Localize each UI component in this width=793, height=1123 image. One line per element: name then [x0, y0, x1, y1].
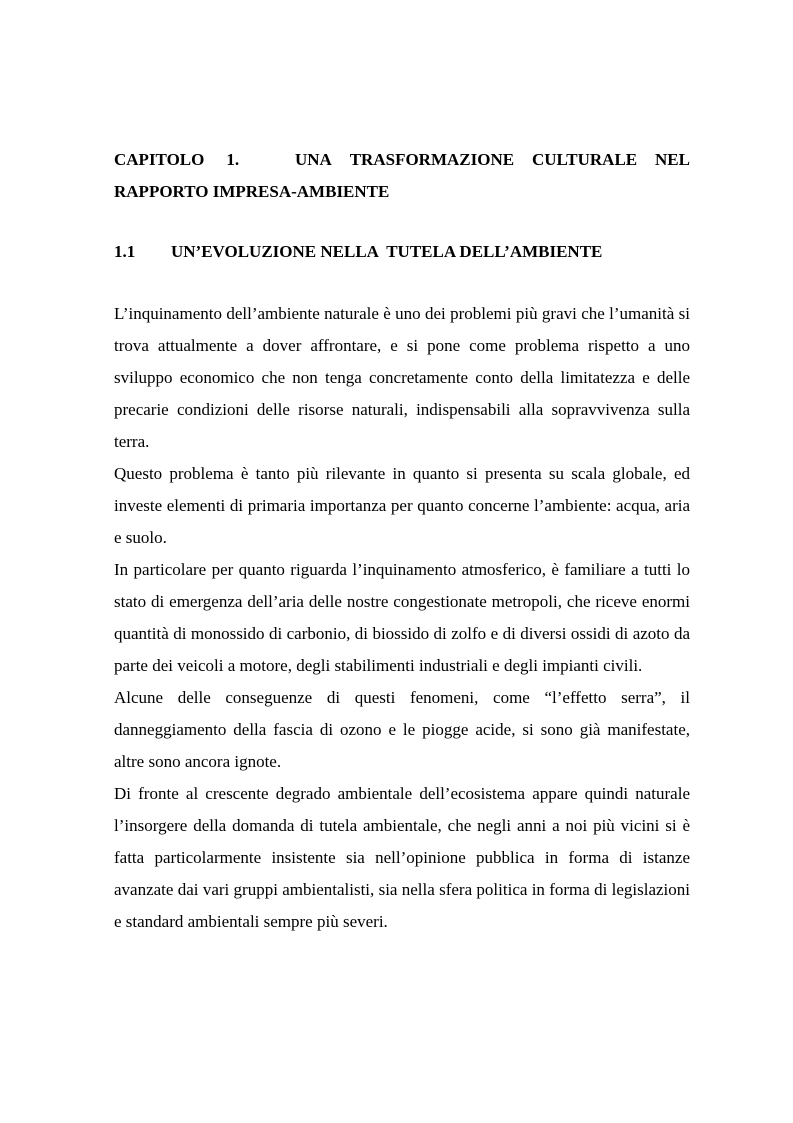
chapter-heading-line-1 [114, 144, 690, 176]
chapter-title-line-2: RAPPORTO IMPRESA-AMBIENTE [114, 182, 390, 201]
chapter-number: 1. [226, 150, 240, 169]
paragraph: In particolare per quanto riguarda l’inquinamento atmosferico, è familiare a tutti lo stato di emergenza dell’aria delle nostre congestionate metropoli, che riceve enormi quantità di monossido di carbonio, di biossido di zolfo e di diversi ossidi di azoto da parte dei veicoli a motore, degli stabilimenti industriali e degli impianti civili. [114, 560, 690, 675]
body-text [114, 298, 690, 938]
paragraph: Di fronte al crescente degrado ambientale dell’ecosistema appare quindi naturale l’insorgere della domanda di tutela ambientale, che negli anni a noi più vicini si è fatta particolarmente insistente sia nell’opinione pubblica in forma di istanze avanzate dai vari gruppi ambientalisti, sia nella sfera politica in forma di legislazioni e standard ambientali sempre più severi. [114, 784, 690, 931]
chapter-heading [114, 144, 690, 208]
chapter-title-word: CULTURALE [531, 150, 638, 169]
chapter-label-group [114, 144, 239, 176]
chapter-title-word: UNA [295, 150, 332, 169]
chapter-title-word: NEL [655, 150, 690, 169]
section-title: UN’EVOLUZIONE NELLA TUTELA DELL’AMBIENTE [171, 242, 603, 261]
section-heading [114, 236, 602, 268]
section-number: 1.1 [114, 242, 136, 261]
paragraph: Questo problema è tanto più rilevante in quanto si presenta su scala globale, ed investe elementi di primaria importanza per quanto concerne l’ambiente: acqua, aria e suolo. [114, 464, 690, 547]
paragraph: Alcune delle conseguenze di questi fenomeni, come “l’effetto serra”, il danneggiamento della fascia di ozono e le piogge acide, si sono già manifestate, altre sono ancora ignote. [114, 688, 690, 771]
paragraph: L’inquinamento dell’ambiente naturale è uno dei problemi più gravi che l’umanità si trova attualmente a dover affrontare, e si pone come problema rispetto a uno sviluppo economico che non tenga concretamente conto della limitatezza e delle precarie condizioni delle risorse naturali, indispensabili alla sopravvivenza sulla terra. [114, 304, 690, 451]
chapter-label: CAPITOLO [114, 150, 205, 169]
chapter-title-word: TRASFORMAZIONE [349, 150, 515, 169]
chapter-title-words [295, 144, 690, 176]
